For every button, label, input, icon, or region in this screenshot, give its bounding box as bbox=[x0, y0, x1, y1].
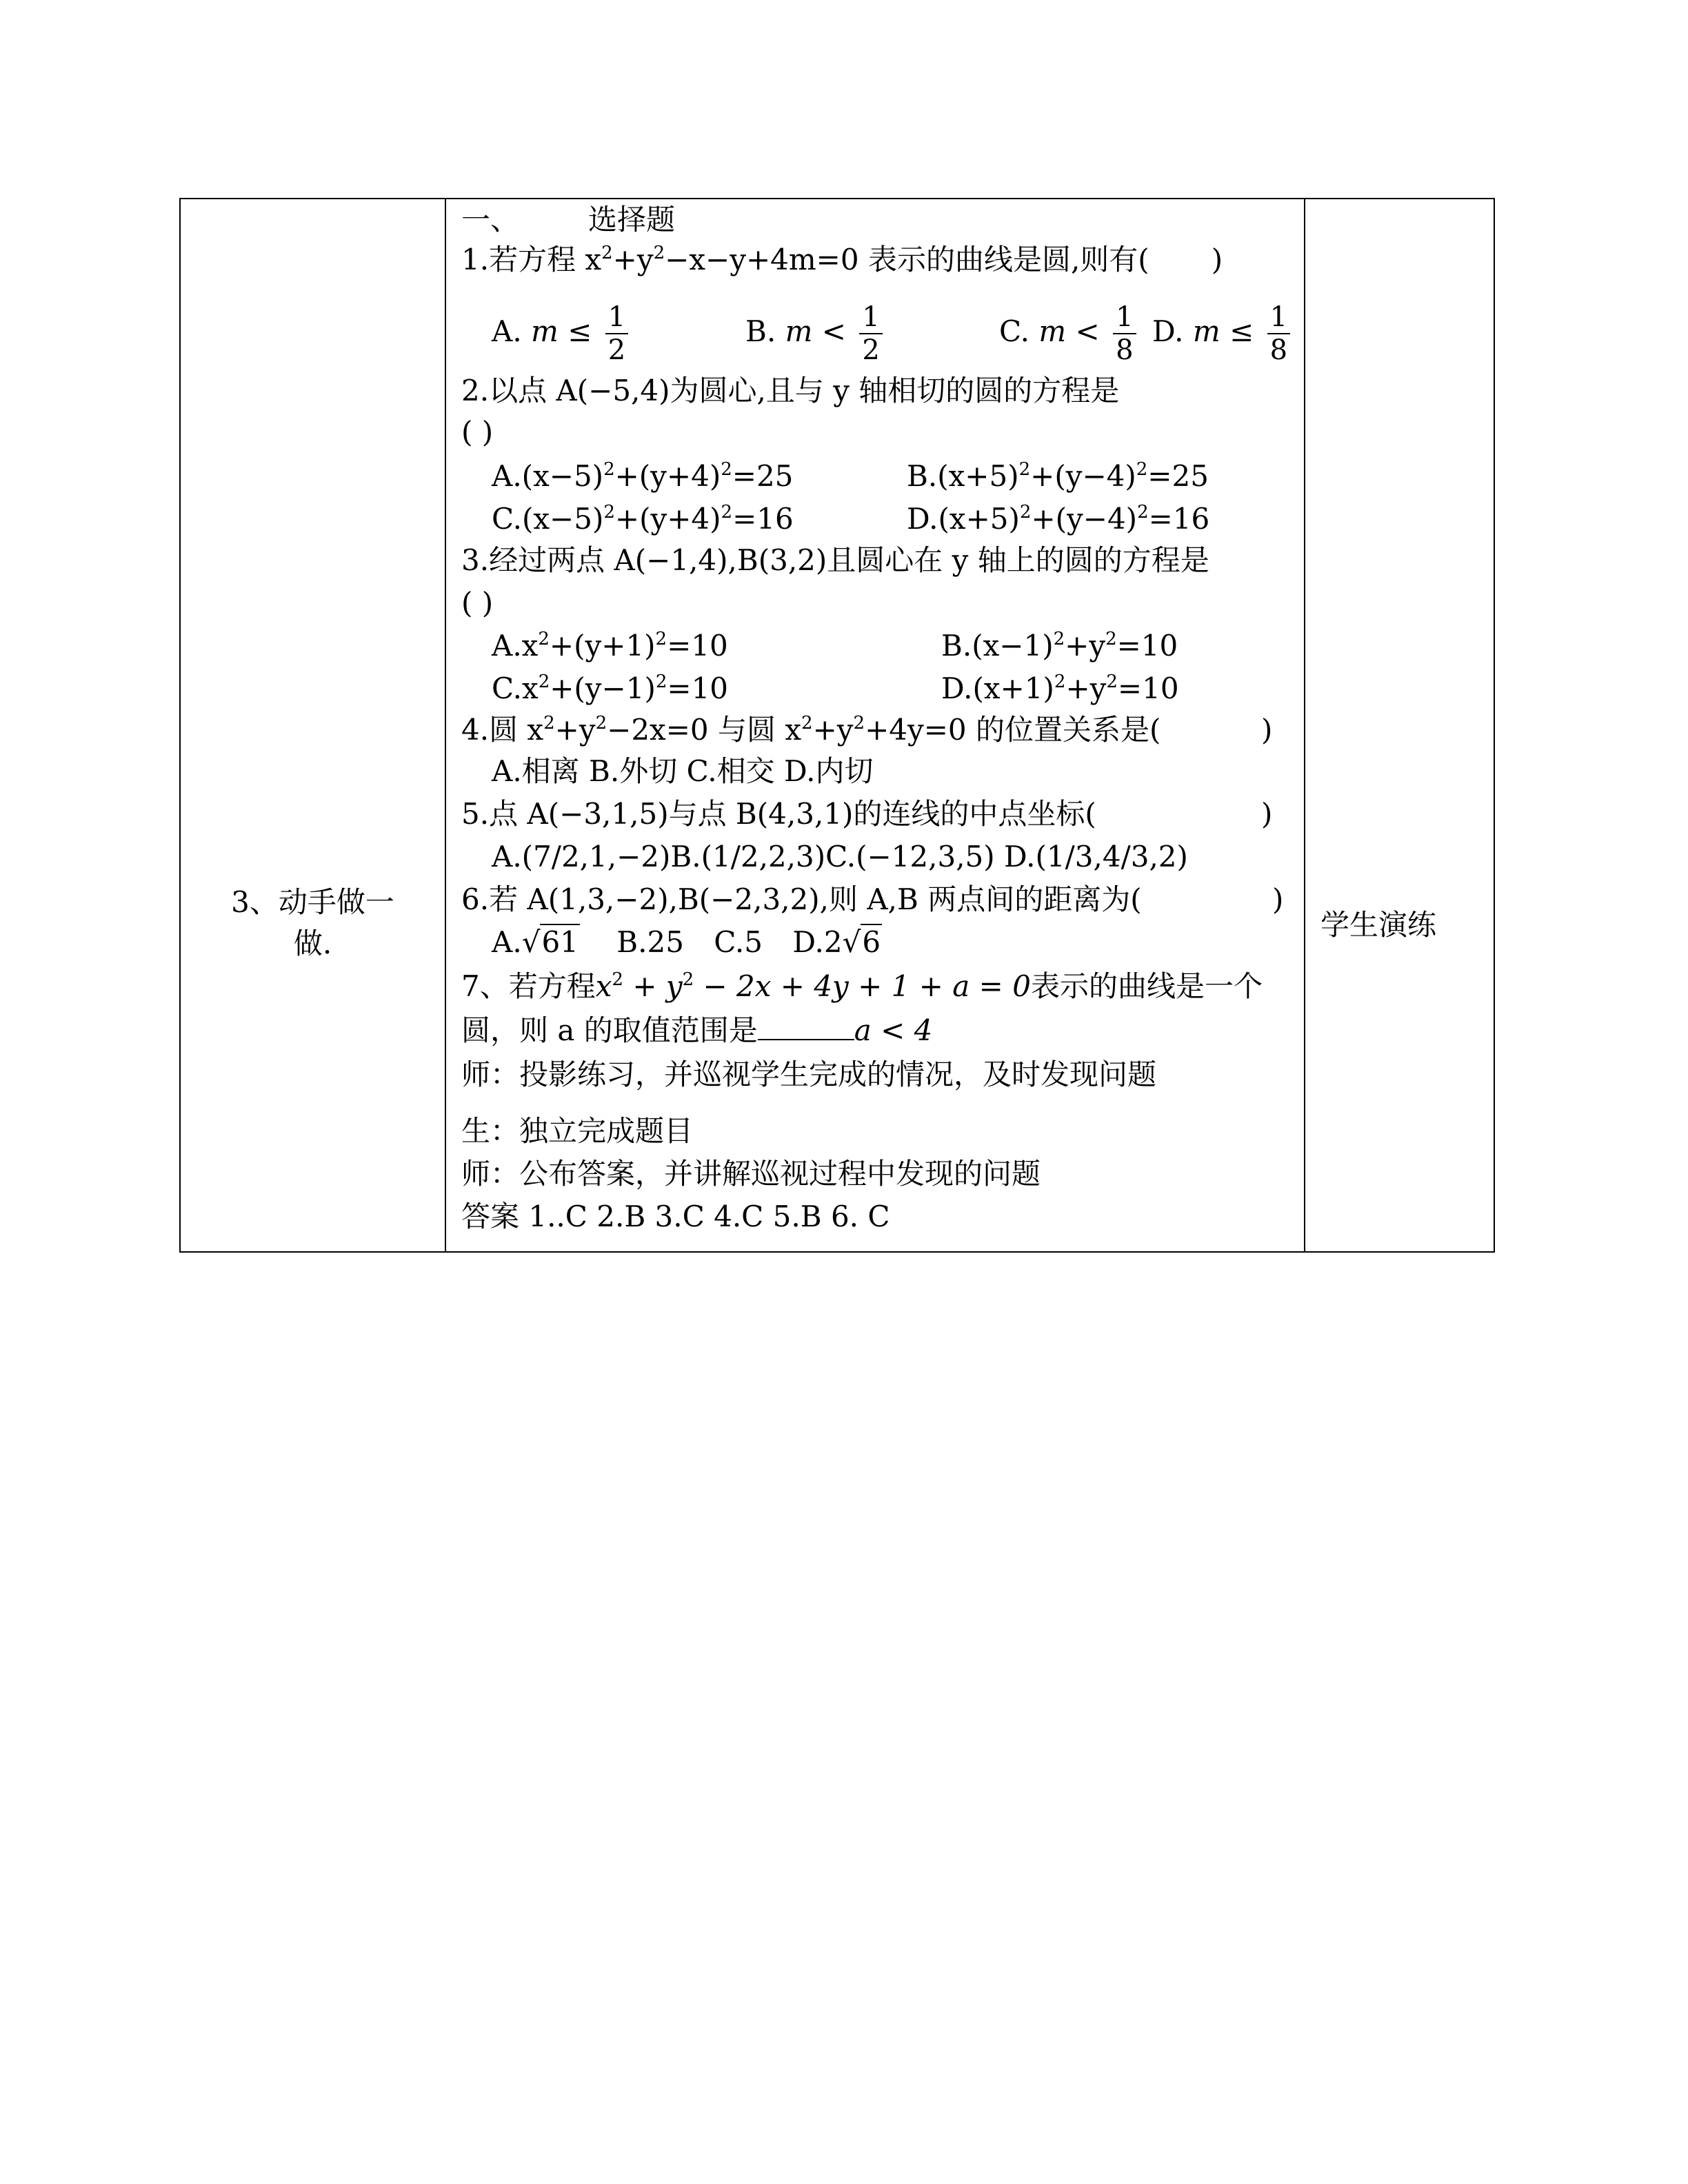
q1-c-rel: m < bbox=[1038, 314, 1100, 348]
q7-stem-a: 7、若方程 bbox=[461, 969, 596, 1003]
q3-d-1: D.(x+1) bbox=[941, 671, 1054, 705]
q2-a-sup1: 2 bbox=[603, 459, 615, 480]
q3-b-3: =10 bbox=[1116, 629, 1178, 663]
q3-d-2: +y bbox=[1065, 671, 1107, 705]
q1-a-label: A. bbox=[492, 314, 522, 348]
remark-text: 学生演练 bbox=[1320, 908, 1437, 942]
activity-title-line1: 3、动手做一 bbox=[231, 885, 394, 919]
heading-number: 一、 bbox=[461, 203, 520, 236]
q1-stem-b: +y bbox=[612, 243, 654, 276]
q4-stem bbox=[461, 711, 1289, 749]
q1-sup1: 2 bbox=[601, 243, 613, 263]
q1-b-rel: m < bbox=[785, 314, 846, 348]
q4-stem-a: 4.圆 x bbox=[461, 713, 544, 747]
q3-stem: 3.经过两点 A(−1,4),B(3,2)且圆心在 y 轴上的圆的方程是 bbox=[461, 543, 1209, 577]
q5-end: ) bbox=[1261, 797, 1273, 831]
q2-d-sup1: 2 bbox=[1019, 502, 1032, 523]
q2-c-3: =16 bbox=[732, 502, 794, 536]
student-note: 生：独立完成题目 bbox=[461, 1114, 694, 1148]
q1-a-num: 1 bbox=[605, 301, 628, 334]
q1-c-num: 1 bbox=[1113, 301, 1136, 334]
q2-d-3: =16 bbox=[1148, 502, 1210, 536]
q3-c-2: +(y−1) bbox=[550, 671, 656, 705]
q6-a-radicand: 61 bbox=[541, 925, 579, 959]
q3-a-sup1: 2 bbox=[538, 629, 550, 649]
q3-d-sup2: 2 bbox=[1106, 671, 1118, 692]
q2-b-3: =25 bbox=[1147, 459, 1209, 493]
content-cell bbox=[446, 199, 1305, 1251]
q1-d-num: 1 bbox=[1267, 301, 1290, 334]
q1-c-label: C. bbox=[999, 314, 1029, 348]
q1-d-label: D. bbox=[1152, 314, 1184, 348]
q3-option-c bbox=[492, 669, 728, 708]
q3-b-1: B.(x−1) bbox=[941, 629, 1054, 663]
q7-expr-c: − 2x + 4y + 1 + a = 0 bbox=[694, 969, 1031, 1003]
q2-b-sup2: 2 bbox=[1136, 459, 1148, 480]
q3-d-3: =10 bbox=[1117, 671, 1179, 705]
q2-a-1: A.(x−5) bbox=[492, 459, 604, 493]
section-heading bbox=[461, 201, 675, 239]
q7-expr-b: + y bbox=[623, 969, 683, 1003]
q4-sup1: 2 bbox=[543, 713, 555, 734]
q6-end: ) bbox=[1272, 882, 1284, 916]
q1-b-label: B. bbox=[745, 314, 776, 348]
q7-stem bbox=[461, 967, 1263, 1006]
q3-a-3: =10 bbox=[667, 629, 728, 663]
q7-answer: a < 4 bbox=[854, 1013, 933, 1047]
q3-b-sup1: 2 bbox=[1053, 629, 1065, 649]
q1-d-rel: m ≤ bbox=[1192, 314, 1254, 348]
q1-option-a bbox=[492, 301, 628, 366]
q7-expr-a: x bbox=[595, 969, 612, 1003]
q1-stem-end: ) bbox=[1211, 243, 1223, 276]
q1-options bbox=[461, 283, 1303, 366]
q3-option-b bbox=[941, 627, 1178, 665]
q1-d-den: 8 bbox=[1269, 334, 1288, 366]
q2-stem: 2.以点 A(−5,4)为圆心,且与 y 轴相切的圆的方程是 bbox=[461, 374, 1120, 407]
q3-c-sup1: 2 bbox=[538, 671, 550, 692]
q3-a-1: A.x bbox=[492, 629, 539, 663]
lesson-table bbox=[179, 198, 1495, 1253]
q3-c-1: C.x bbox=[492, 671, 539, 705]
q3-paren: ( ) bbox=[461, 586, 494, 620]
q1-option-d bbox=[1152, 301, 1290, 366]
q2-b-sup1: 2 bbox=[1018, 459, 1031, 480]
q7-stem-b: 表示的曲线是一个 bbox=[1030, 969, 1263, 1003]
q5-options: A.(7/2,1,−2)B.(1/2,2,3)C.(−12,3,5) D.(1/3,4/3,2) bbox=[492, 840, 1188, 873]
q2-c-2: +(y+4) bbox=[614, 502, 721, 536]
q1-b-frac bbox=[859, 301, 882, 366]
q1-sup2: 2 bbox=[653, 243, 665, 263]
q1-a-frac bbox=[605, 301, 628, 366]
q6-a-sqrt: √61 bbox=[521, 925, 579, 959]
q3-option-a bbox=[492, 627, 728, 665]
q6-d-coef: 2 bbox=[823, 925, 843, 959]
q1-c-den: 8 bbox=[1116, 334, 1134, 366]
q4-s3: +y bbox=[812, 713, 854, 747]
q3-a-sup2: 2 bbox=[655, 629, 667, 649]
heading-text: 选择题 bbox=[588, 203, 676, 236]
q5-stem-text: 5.点 A(−3,1,5)与点 B(4,3,1)的连线的中点坐标( bbox=[461, 797, 1096, 831]
q2-b-1: B.(x+5) bbox=[907, 459, 1019, 493]
remark-cell bbox=[1305, 199, 1494, 1251]
q2-option-b bbox=[907, 457, 1209, 496]
q2-d-sup2: 2 bbox=[1137, 502, 1149, 523]
q2-a-2: +(y+4) bbox=[614, 459, 721, 493]
q4-s4: +4y=0 的位置关系是( bbox=[865, 713, 1161, 747]
q4-sup2: 2 bbox=[595, 713, 607, 734]
q1-a-rel: m ≤ bbox=[531, 314, 592, 348]
q2-option-c bbox=[492, 500, 794, 538]
q4-options: A.相离 B.外切 C.相交 D.内切 bbox=[492, 754, 874, 788]
activity-title bbox=[181, 882, 445, 964]
q7-line2-text: 圆，则 a 的取值范围是 bbox=[461, 1013, 758, 1047]
q2-d-2: +(y−4) bbox=[1031, 502, 1138, 536]
q3-c-sup2: 2 bbox=[655, 671, 667, 692]
q4-sup3: 2 bbox=[801, 713, 813, 734]
q7-answer-blank bbox=[758, 1011, 854, 1040]
teacher-note-2: 师：公布答案，并讲解巡视过程中发现的问题 bbox=[461, 1157, 1041, 1191]
q1-stem-c: −x−y+4m=0 表示的曲线是圆,则有( bbox=[665, 243, 1149, 276]
q3-b-2: +y bbox=[1065, 629, 1106, 663]
q4-end: ) bbox=[1261, 713, 1273, 747]
q6-a-label: A. bbox=[492, 925, 522, 959]
q2-a-sup2: 2 bbox=[721, 459, 732, 480]
q2-a-3: =25 bbox=[732, 459, 794, 493]
q3-d-sup1: 2 bbox=[1054, 671, 1066, 692]
q2-paren: ( ) bbox=[461, 415, 494, 449]
q3-option-d bbox=[941, 669, 1179, 708]
q2-option-d bbox=[907, 500, 1209, 538]
q6-d-label: D. bbox=[792, 925, 824, 959]
q7-line2 bbox=[461, 1011, 932, 1050]
q3-b-sup2: 2 bbox=[1105, 629, 1117, 649]
q1-a-den: 2 bbox=[607, 334, 626, 366]
q2-c-sup1: 2 bbox=[603, 502, 615, 523]
q4-sup4: 2 bbox=[853, 713, 865, 734]
teacher-note-1: 师：投影练习，并巡视学生完成的情况，及时发现问题 bbox=[461, 1058, 1157, 1091]
q1-option-c bbox=[999, 301, 1136, 366]
q4-s1: +y bbox=[554, 713, 596, 747]
q1-d-frac bbox=[1267, 301, 1290, 366]
q6-stem bbox=[461, 880, 1289, 919]
q1-b-den: 2 bbox=[862, 334, 880, 366]
q1-option-b bbox=[745, 301, 883, 366]
q4-s2: −2x=0 与圆 x bbox=[607, 713, 802, 747]
q3-c-3: =10 bbox=[667, 671, 729, 705]
activity-title-line2: 做. bbox=[293, 927, 332, 960]
activity-cell bbox=[181, 199, 446, 1251]
q2-b-2: +(y−4) bbox=[1030, 459, 1136, 493]
q7-sup1: 2 bbox=[612, 969, 623, 990]
q2-c-1: C.(x−5) bbox=[492, 502, 604, 536]
q1-stem-a: 1.若方程 x bbox=[461, 243, 602, 276]
q5-stem bbox=[461, 795, 1289, 833]
q7-sup2: 2 bbox=[682, 969, 694, 990]
q6-d-sqrt: √6 bbox=[842, 925, 881, 959]
q1-b-num: 1 bbox=[859, 301, 882, 334]
q3-a-2: +(y+1) bbox=[549, 629, 656, 663]
q6-d-radicand: 6 bbox=[862, 925, 881, 959]
q6-c: C.5 bbox=[714, 925, 763, 959]
q2-c-sup2: 2 bbox=[721, 502, 733, 523]
q2-option-a bbox=[492, 457, 793, 496]
q6-b: B.25 bbox=[616, 925, 684, 959]
answer-key: 答案 1..C 2.B 3.C 4.C 5.B 6. C bbox=[461, 1200, 890, 1233]
q1-stem bbox=[461, 241, 1223, 279]
q6-options bbox=[492, 923, 882, 962]
q1-c-frac bbox=[1113, 301, 1136, 366]
q2-d-1: D.(x+5) bbox=[907, 502, 1020, 536]
q6-stem-text: 6.若 A(1,3,−2),B(−2,3,2),则 A,B 两点间的距离为( bbox=[461, 882, 1142, 916]
